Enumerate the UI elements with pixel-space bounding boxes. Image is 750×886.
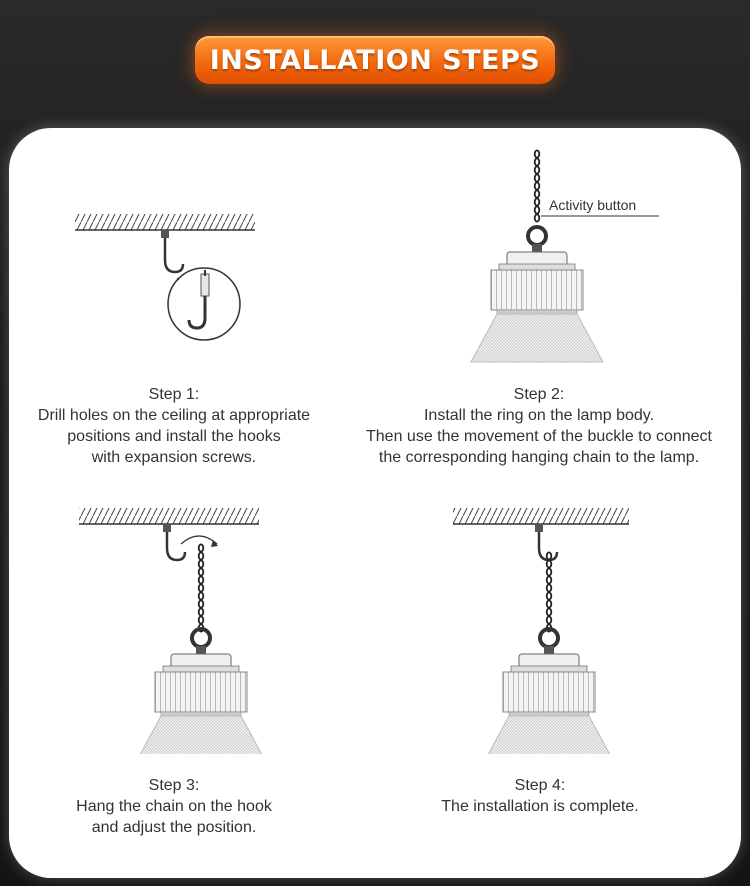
step-2-line: the corresponding hanging chain to the lamp. <box>378 449 700 466</box>
step-2-caption <box>354 384 724 468</box>
step-3-line: and adjust the position. <box>91 819 257 836</box>
step-4-illustration <box>439 504 659 754</box>
step-3-illustration <box>69 504 289 754</box>
step-1-illustration <box>69 210 269 370</box>
step-1-line: positions and install the hooks <box>67 428 281 445</box>
step-1-line: Drill holes on the ceiling at appropriate <box>37 407 311 424</box>
step-1-title: Step 1: <box>148 386 200 403</box>
step-2-line: Install the ring on the lamp body. <box>423 407 655 424</box>
step-4-caption <box>385 775 695 817</box>
step-2-line: Then use the movement of the buckle to connect <box>366 428 712 445</box>
step-3-title: Step 3: <box>148 777 200 794</box>
step-1-line: with expansion screws. <box>91 449 257 466</box>
step-4-title: Step 4: <box>514 777 566 794</box>
step-3-caption <box>19 775 329 838</box>
activity-button-callout: Activity button <box>549 197 637 213</box>
step-1-caption <box>19 384 329 468</box>
step-2-title: Step 2: <box>513 386 565 403</box>
page-title: INSTALLATION STEPS <box>209 44 541 76</box>
step-4-line: The installation is complete. <box>441 798 639 815</box>
step-2-illustration <box>429 148 689 368</box>
steps-card <box>9 128 741 878</box>
step-3-line: Hang the chain on the hook <box>76 798 272 815</box>
title-banner <box>195 36 555 84</box>
